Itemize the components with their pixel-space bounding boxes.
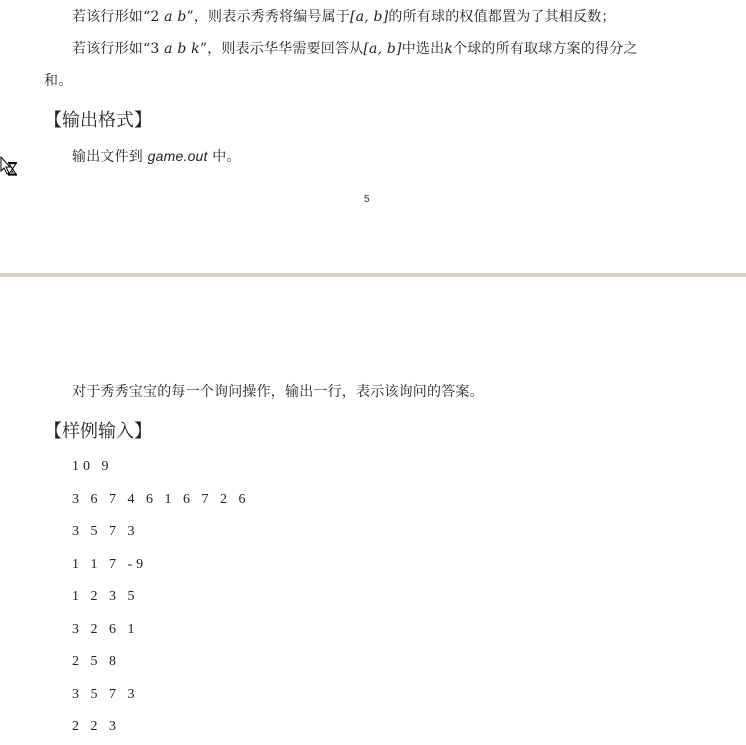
math-interval: [a, b] bbox=[363, 41, 402, 57]
text: 中选出 bbox=[401, 41, 445, 57]
paragraph-op3 bbox=[72, 38, 638, 58]
text: ”，则表示华华需要回答从 bbox=[199, 41, 364, 57]
sample-line: 3 5 7 3 bbox=[72, 687, 139, 702]
output-file-text bbox=[72, 146, 241, 166]
text: 的所有球的权值都置为了其相反数； bbox=[388, 9, 616, 25]
paragraph-op2 bbox=[72, 6, 616, 26]
output-format-heading: 【输出格式】 bbox=[44, 110, 152, 131]
query-output-text: 对于秀秀宝宝的每一个询问操作，输出一行，表示该询问的答案。 bbox=[72, 384, 484, 400]
sample-line: 3 6 7 4 6 1 6 7 2 6 bbox=[72, 492, 250, 507]
sample-line: 2 5 8 bbox=[72, 654, 120, 669]
sample-line: 10 9 bbox=[72, 459, 113, 474]
paragraph-op3-continued: 和。 bbox=[44, 73, 73, 89]
busy-cursor-icon bbox=[0, 156, 20, 178]
page-6 bbox=[0, 277, 746, 745]
math-interval: [a, b] bbox=[350, 9, 389, 25]
page-number: 5 bbox=[364, 194, 370, 205]
text: 若该行形如“3 bbox=[72, 41, 165, 57]
math-k: k bbox=[444, 41, 454, 57]
sample-line: 1 1 7 -9 bbox=[72, 557, 148, 572]
text: 若该行形如“2 bbox=[72, 9, 165, 25]
text: 中。 bbox=[207, 149, 241, 165]
sample-input-heading: 【样例输入】 bbox=[44, 421, 152, 442]
text: 个球的所有取球方案的得分之 bbox=[453, 41, 638, 57]
sample-line: 3 2 6 1 bbox=[72, 622, 139, 637]
math-ab: a b bbox=[164, 9, 187, 25]
text: ”，则表示秀秀将编号属于 bbox=[186, 9, 351, 25]
text: 输出文件到 bbox=[72, 149, 148, 165]
sample-line: 3 5 7 3 bbox=[72, 524, 139, 539]
page-5 bbox=[0, 0, 746, 273]
sample-line: 1 2 3 5 bbox=[72, 589, 139, 604]
output-filename: game.out bbox=[147, 148, 208, 164]
math-abk: a b k bbox=[164, 41, 200, 57]
sample-line: 2 2 3 bbox=[72, 719, 120, 734]
